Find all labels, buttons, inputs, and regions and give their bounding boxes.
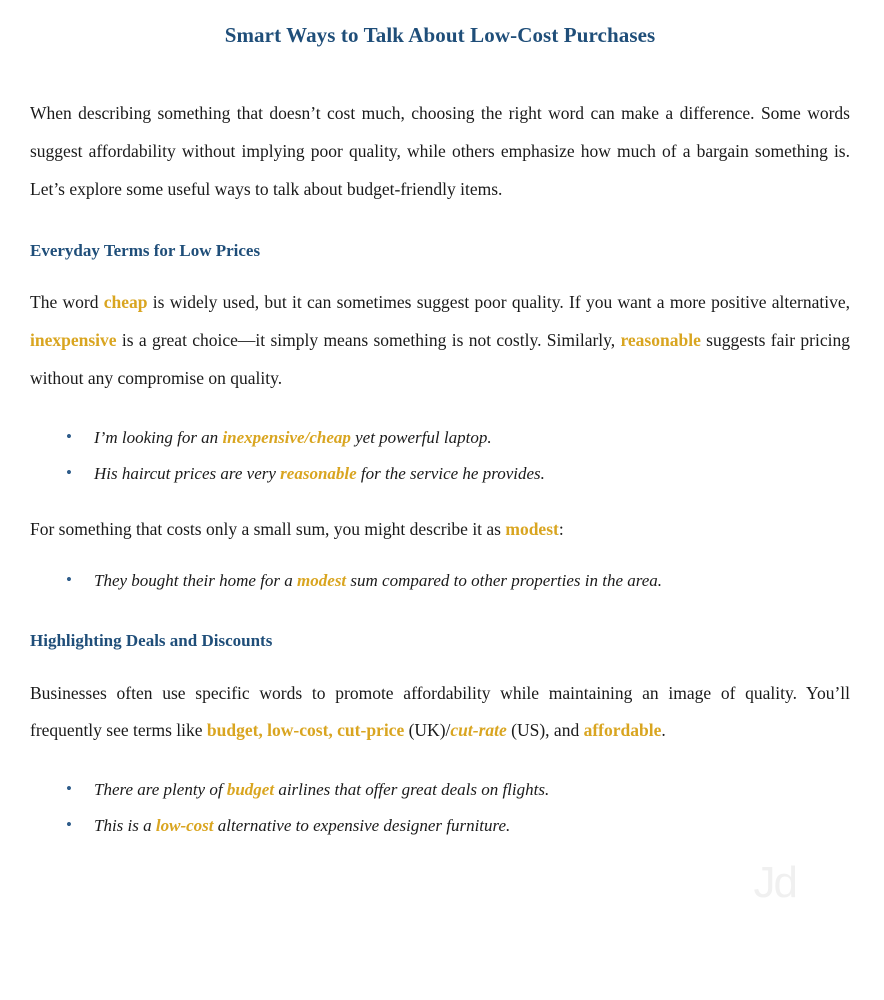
text-segment: is a great choice—it simply means something is not costly. Similarly, — [116, 330, 621, 351]
keyword-inexpensive-cheap: inexpensive/cheap — [222, 427, 351, 447]
text-segment: yet powerful laptop. — [350, 427, 492, 447]
intro-paragraph — [30, 95, 850, 208]
text-segment: The word — [30, 292, 104, 313]
keyword-reasonable: reasonable — [280, 463, 357, 483]
text-segment: airlines that offer great deals on flights. — [274, 780, 550, 800]
keyword-budget: budget — [226, 780, 275, 800]
keyword-budget-lowcost-cutprice: budget, low-cost, cut-price — [206, 720, 405, 741]
text-segment: His haircut prices are very — [94, 463, 281, 483]
text-segment: For something that costs only a small sum, you might describe it as — [30, 519, 506, 540]
deals-paragraph — [30, 675, 850, 751]
modest-paragraph — [30, 511, 850, 549]
keyword-modest: modest — [297, 571, 347, 591]
keyword-low-cost: low-cost — [155, 815, 214, 835]
section-heading-everyday-terms: Everyday Terms for Low Prices — [30, 240, 261, 260]
keyword-inexpensive: inexpensive — [30, 330, 117, 351]
list-item — [30, 563, 850, 599]
text-segment: . — [661, 720, 666, 741]
example-list-deals — [30, 772, 850, 843]
keyword-cheap: cheap — [103, 292, 148, 313]
text-segment: is widely used, but it can sometimes suggest poor quality. If you want a more positive alternative, — [147, 292, 850, 313]
example-list-modest — [30, 563, 850, 599]
text-segment: : — [558, 519, 564, 540]
text-segment: for the service he provides. — [356, 463, 545, 483]
text-segment: suggests fair pricing without any compromise on quality. — [30, 330, 850, 389]
text-segment: alternative to expensive designer furniture. — [213, 815, 511, 835]
everyday-terms-paragraph — [30, 284, 850, 397]
list-item — [30, 808, 850, 844]
keyword-modest: modest — [505, 519, 559, 540]
text-segment: This is a — [94, 815, 156, 835]
keyword-reasonable: reasonable — [620, 330, 701, 351]
list-item — [30, 456, 850, 492]
text-segment: I’m looking for an — [94, 427, 223, 447]
page-title: Smart Ways to Talk About Low-Cost Purchases — [224, 23, 656, 47]
keyword-cut-rate: cut-rate — [450, 720, 507, 741]
text-segment: There are plenty of — [94, 780, 227, 800]
text-segment: They bought their home for a — [94, 571, 298, 591]
text-segment: (US), and — [506, 720, 584, 741]
text-segment: sum compared to other properties in the area. — [346, 571, 663, 591]
list-item — [30, 772, 850, 808]
watermark-logo: Jd — [753, 858, 796, 907]
intro-text: When describing something that doesn’t cost much, choosing the right word can make a difference. Some words suggest affordability without implying poor quality, while others emphasize how much of a bargain something is. Let’s explore some useful ways to talk about budget-friendly items. — [30, 103, 850, 199]
keyword-affordable: affordable — [583, 720, 662, 741]
list-item — [30, 420, 850, 456]
example-list-everyday — [30, 420, 850, 491]
text-segment: Businesses often use specific words to promote affordability while maintaining an image of quality. You’ll frequently see terms like — [30, 682, 850, 741]
text-segment: (UK)/ — [404, 720, 451, 741]
section-heading-deals-discounts: Highlighting Deals and Discounts — [30, 630, 273, 650]
